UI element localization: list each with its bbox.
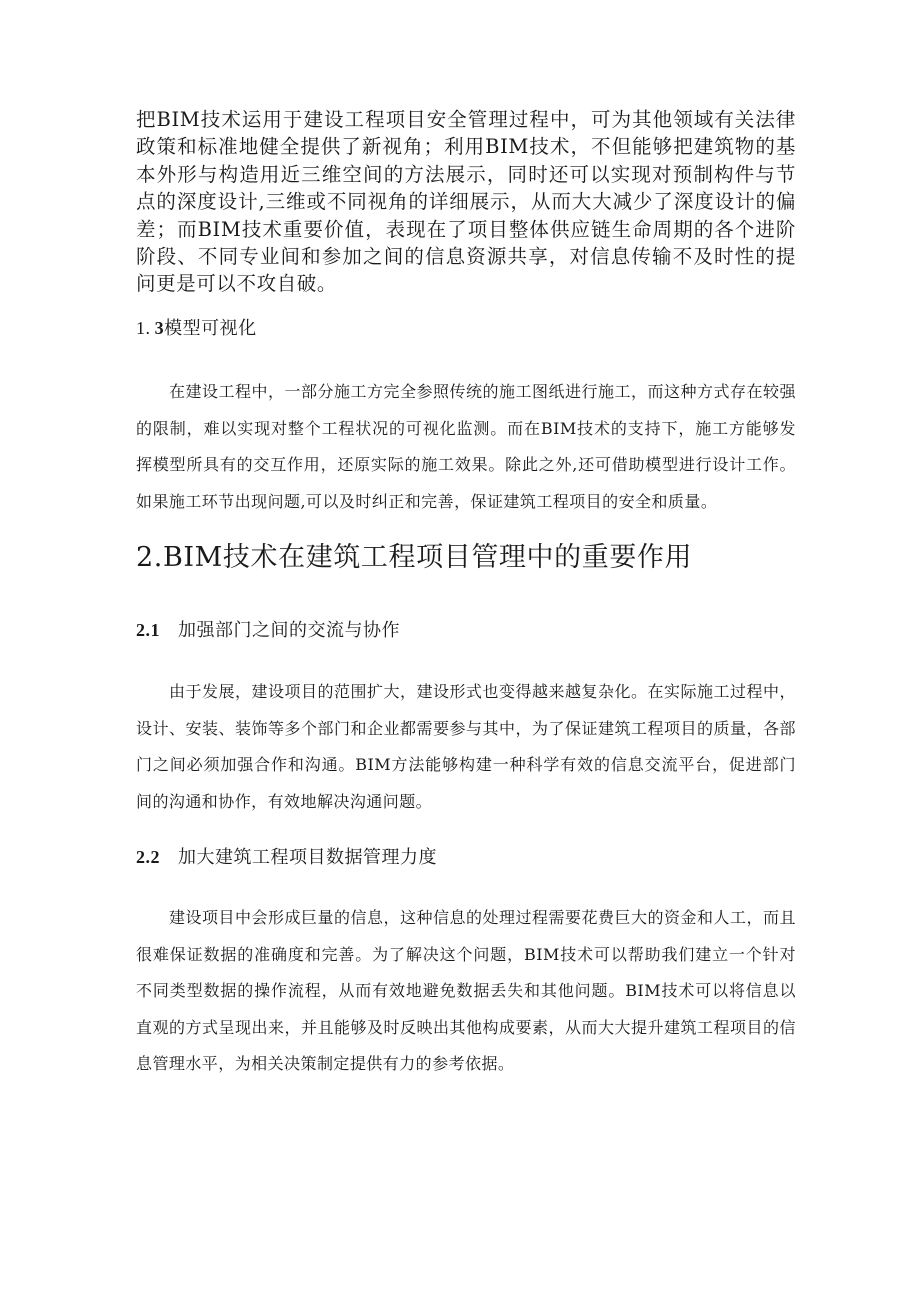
- section-2-2-paragraph: 建设项目中会形成巨量的信息，这种信息的处理过程需要花费巨大的资金和人工，而且很难保证数据的准确度和完善。为了解决这个问题，BIM技术可以帮助我们建立一个针对不同类型数据的操作流程，从而有效地避免数据丢失和其他问题。BIM技术可以将信息以直观的方式呈现出来，并且能够及时反映出其他构成要素，从而大大提升建筑工程项目的信息管理水平，为相关决策制定提供有力的参考依据。: [136, 908, 796, 1073]
- section-1-3-number: 1. 3: [136, 318, 165, 338]
- section-1-3-title: 模型可视化: [164, 318, 257, 339]
- section-2-1-heading: [136, 618, 400, 643]
- section-2-2-number: 2.2: [136, 847, 160, 867]
- section-1-3-heading: [136, 316, 257, 341]
- section-2-1-title: 加强部门之间的交流与协作: [178, 620, 400, 641]
- section-2-2-heading: [136, 845, 437, 870]
- section-1-3-paragraph: 在建设工程中，一部分施工方完全参照传统的施工图纸进行施工，而这种方式存在较强的限制，难以实现对整个工程状况的可视化监测。而在BIM技术的支持下，施工方能够发挥模型所具有的交互作用，还原实际的施工效果。除此之外,还可借助模型进行设计工作。如果施工环节出现问题,可以及时纠正和完善，保证建筑工程项目的安全和质量。: [136, 382, 796, 511]
- intro-paragraph: 把BIM技术运用于建设工程项目安全管理过程中，可为其他领域有关法律政策和标准地健全提供了新视角；利用BIM技术，不但能够把建筑物的基本外形与构造用近三维空间的方法展示，同时还可以实现对预制构件与节点的深度设计,三维或不同视角的详细展示，从而大大减少了深度设计的偏差；而BIM技术重要价值，表现在了项目整体供应链生命周期的各个进阶阶段、不同专业间和参加之间的信息资源共享，对信息传输不及时性的提问更是可以不攻自破。: [136, 108, 796, 296]
- section-2-1-number: 2.1: [136, 620, 160, 640]
- section-2-1-paragraph: 由于发展，建设项目的范围扩大，建设形式也变得越来越复杂化。在实际施工过程中，设计、安装、装饰等多个部门和企业都需要参与其中，为了保证建筑工程项目的质量，各部门之间必须加强合作和沟通。BIM方法能够构建一种科学有效的信息交流平台，促进部门间的沟通和协作，有效地解决沟通问题。: [136, 682, 796, 811]
- section-2-2-title: 加大建筑工程项目数据管理力度: [178, 847, 437, 868]
- chapter-2-heading: 2.BIM技术在建筑工程项目管理中的重要作用: [136, 542, 693, 573]
